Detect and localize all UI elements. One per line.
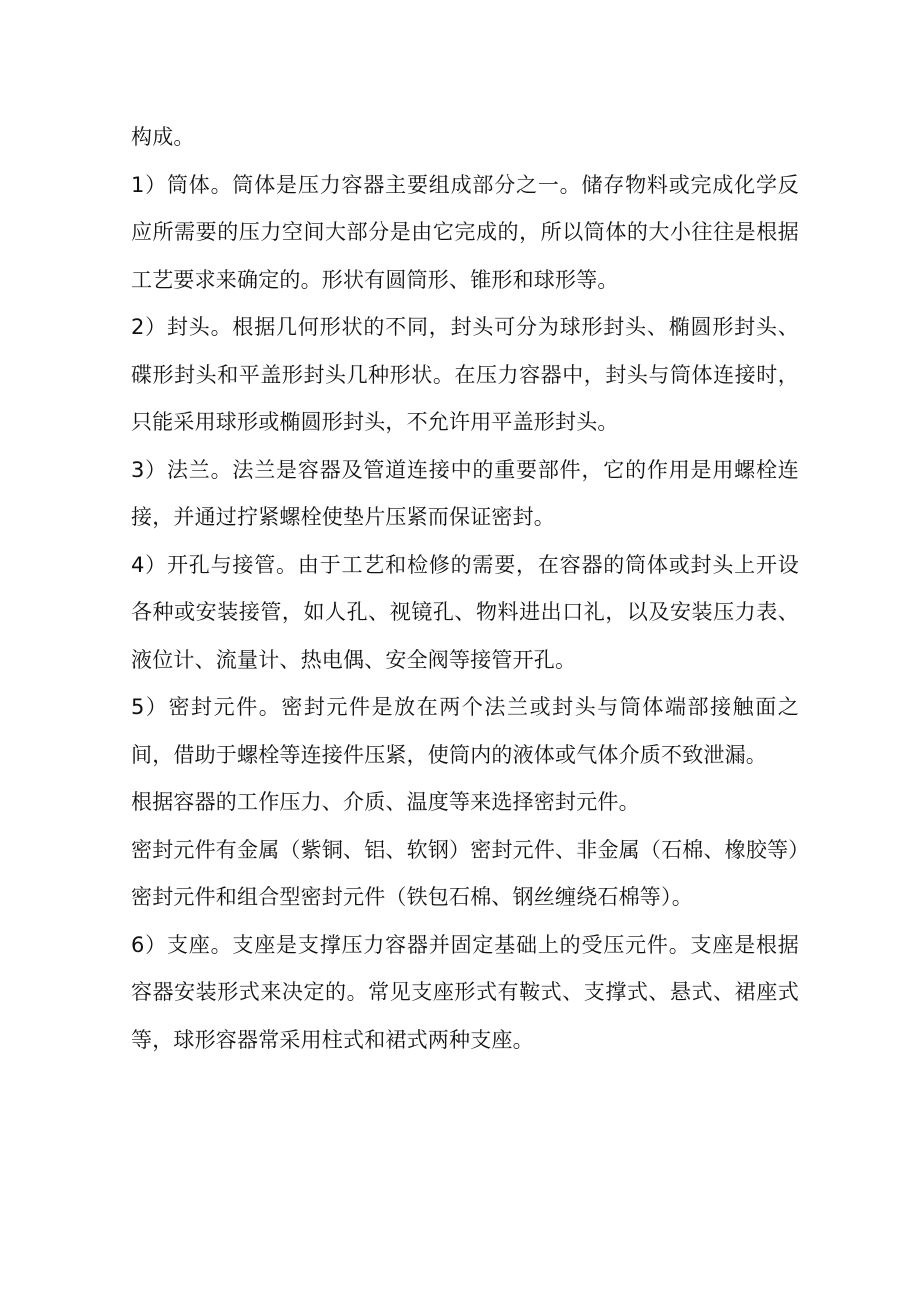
paragraph-seal-types: 密封元件有金属（紫铜、铝、软钢）密封元件、非金属（石棉、橡胶等）密封元件和组合型密封元件（铁包石棉、钢丝缠绕石棉等）。 xyxy=(131,837,799,909)
paragraph-head: 2）封头。根据几何形状的不同，封头可分为球形封头、椭圆形封头、碟形封头和平盖形封头几种形状。在压力容器中，封头与筒体连接时，只能采用球形或椭圆形封头，不允许用平盖形封头。 xyxy=(131,315,799,434)
document-body xyxy=(131,114,799,1064)
paragraph-flange: 3）法兰。法兰是容器及管道连接中的重要部件，它的作用是用螺栓连接，并通过拧紧螺栓使垫片压紧而保证密封。 xyxy=(131,457,799,529)
paragraph-intro: 构成。 xyxy=(131,125,195,149)
paragraph-support: 6）支座。支座是支撑压力容器并固定基础上的受压元件。支座是根据容器安装形式来决定的。常见支座形式有鞍式、支撑式、悬式、裙座式等，球形容器常采用柱式和裙式两种支座。 xyxy=(131,932,799,1052)
paragraph-shell: 1）筒体。筒体是压力容器主要组成部分之一。储存物料或完成化学反应所需要的压力空间大部分是由它完成的，所以筒体的大小往往是根据工艺要求来确定的。形状有圆筒形、锥形和球形等。 xyxy=(131,172,799,292)
paragraph-seal-selection: 根据容器的工作压力、介质、温度等来选择密封元件。 xyxy=(131,790,640,814)
paragraph-nozzle: 4）开孔与接管。由于工艺和检修的需要，在容器的筒体或封头上开设各种或安装接管，如人孔、视镜孔、物料进出口礼，以及安装压力表、液位计、流量计、热电偶、安全阀等接管开孔。 xyxy=(131,552,799,672)
paragraph-seal: 5）密封元件。密封元件是放在两个法兰或封头与筒体端部接触面之间，借助于螺栓等连接件压紧，使筒内的液体或气体介质不致泄漏。 xyxy=(131,695,799,767)
